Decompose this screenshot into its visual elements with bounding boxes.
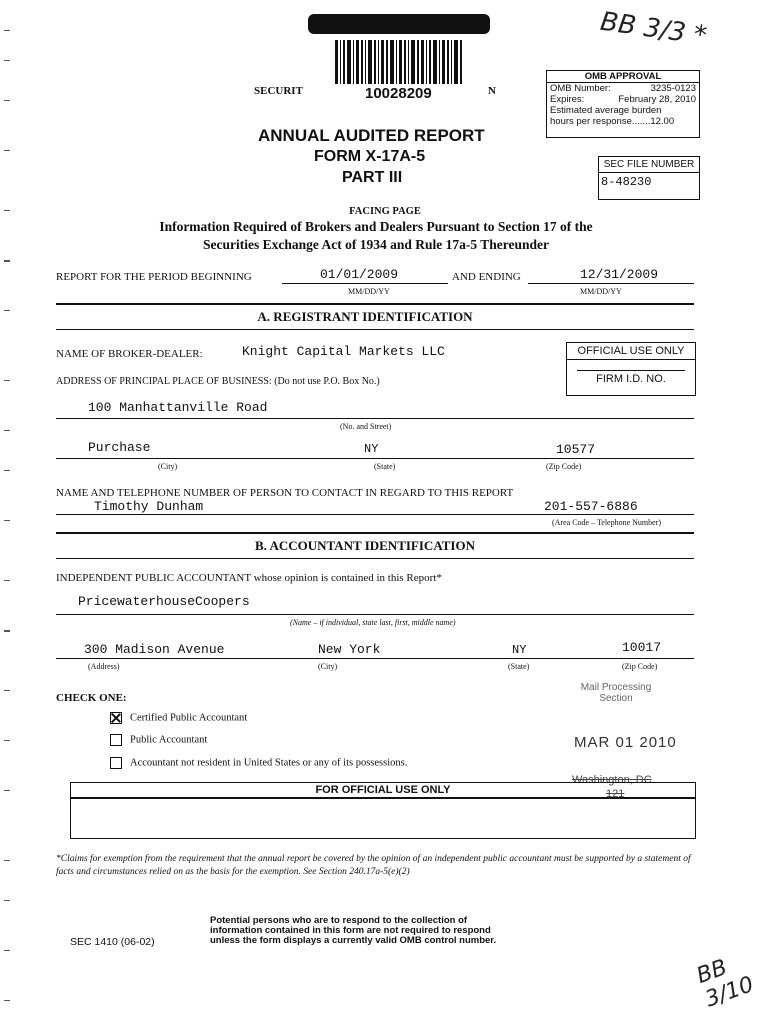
omb-number-label: OMB Number:: [550, 83, 611, 94]
period-end-value[interactable]: 12/31/2009: [580, 267, 659, 282]
contact-label: NAME AND TELEPHONE NUMBER OF PERSON TO CONTACT IN REGARD TO THIS REPORT: [56, 487, 514, 499]
checkbox-nonresident[interactable]: [110, 757, 122, 769]
checkbox-certified[interactable]: [110, 712, 122, 724]
accountant-name-caption: (Name – if individual, state last, first, middle name): [290, 618, 456, 627]
form-title: FORM X-17A-5: [314, 148, 426, 165]
accountant-zip-caption: (Zip Code): [622, 662, 658, 671]
check-one-label: CHECK ONE:: [56, 692, 127, 704]
accountant-address-line: [56, 658, 694, 659]
city-line: [56, 458, 694, 459]
official-use-only-label: FOR OFFICIAL USE ONLY: [71, 783, 695, 799]
report-title: ANNUAL AUDITED REPORT: [258, 126, 485, 145]
omb-burden-line2: hours per response.......12.00: [550, 116, 675, 127]
omb-expires-label: Expires:: [550, 94, 585, 105]
accountant-zip-value[interactable]: 10017: [622, 640, 662, 655]
omb-approval-box: [546, 70, 700, 138]
sec-file-number-value: 8-48230: [601, 175, 652, 189]
facing-page-label: FACING PAGE: [349, 206, 421, 217]
facing-line-1: Information Required of Brokers and Dealers Pursuant to Section 17 of the: [159, 219, 593, 234]
period-end-label: AND ENDING: [452, 271, 521, 283]
footer-notice: [210, 916, 496, 946]
stamp-line2: Section: [599, 693, 633, 704]
checkbox-row-certified[interactable]: [110, 712, 247, 724]
city-caption: (City): [158, 462, 178, 471]
received-stamp: [560, 682, 672, 704]
stamp-number: 121: [606, 788, 625, 800]
official-use-box: [566, 342, 696, 396]
accountant-state-caption: (State): [508, 662, 530, 671]
barcode-number: 10028209: [365, 85, 432, 102]
zip-caption: (Zip Code): [546, 462, 582, 471]
stamp-city: Washington, DC: [572, 774, 652, 786]
handwritten-initials-bottom: BB 3/10: [693, 955, 758, 1013]
omb-burden-line1: Estimated average burden: [550, 105, 662, 116]
state-caption: (State): [374, 462, 396, 471]
period-end-line: [528, 283, 694, 284]
phone-caption: (Area Code – Telephone Number): [552, 518, 662, 527]
footer-notice-line2: information contained in this form are not required to respond: [210, 925, 491, 936]
city-value[interactable]: Purchase: [88, 440, 151, 455]
accountant-city-caption: (City): [318, 662, 338, 671]
redaction-bar: [308, 14, 490, 34]
omb-title: OMB APPROVAL: [547, 71, 699, 83]
street-line: [56, 418, 694, 419]
address-label: ADDRESS OF PRINCIPAL PLACE OF BUSINESS: (Do not use P.O. Box No.): [56, 376, 380, 387]
broker-name-label: NAME OF BROKER-DEALER:: [56, 348, 203, 360]
broker-name-value[interactable]: Knight Capital Markets LLC: [242, 344, 445, 359]
checkbox-public-label: Public Accountant: [130, 734, 208, 746]
sec-file-number-box: [598, 156, 700, 200]
period-begin-line: [282, 283, 448, 284]
barcode: [335, 40, 465, 84]
stamp-line1: Mail Processing: [580, 682, 652, 693]
zip-value[interactable]: 10577: [556, 442, 596, 457]
period-begin-value[interactable]: 01/01/2009: [320, 267, 399, 282]
street-caption: (No. and Street): [340, 422, 392, 431]
stamp-date: MAR 01 2010: [574, 734, 677, 751]
section-b-title: B. ACCOUNTANT IDENTIFICATION: [255, 538, 475, 553]
omb-number-value: 3235-0123: [650, 83, 696, 94]
omb-expires-value: February 28, 2010: [618, 94, 696, 105]
accountant-label: INDEPENDENT PUBLIC ACCOUNTANT whose opinion is contained in this Report*: [56, 572, 442, 584]
section-b-rule-top: [56, 532, 694, 534]
section-a-rule-bottom: [56, 329, 694, 330]
section-a-title: A. REGISTRANT IDENTIFICATION: [257, 309, 473, 324]
section-a-rule-top: [56, 303, 694, 305]
accountant-line: [56, 614, 694, 615]
part-title: PART III: [342, 169, 403, 186]
accountant-city-value[interactable]: New York: [318, 642, 381, 657]
handwritten-initials-top: BB 3/3 *: [598, 6, 709, 52]
official-use-only-box: [70, 782, 696, 839]
accountant-address-value[interactable]: 300 Madison Avenue: [84, 642, 225, 657]
contact-phone-value[interactable]: 201-557-6886: [544, 499, 638, 514]
checkbox-public[interactable]: [110, 734, 122, 746]
accountant-state-value[interactable]: NY: [512, 643, 527, 657]
official-use-label: OFFICIAL USE ONLY: [567, 343, 695, 360]
period-begin-label: REPORT FOR THE PERIOD BEGINNING: [56, 271, 252, 283]
accountant-address-caption: (Address): [88, 662, 120, 671]
contact-line: [56, 514, 694, 515]
security-label-tail: N: [488, 85, 496, 97]
section-b-rule-bottom: [56, 558, 694, 559]
footer-notice-line1: Potential persons who are to respond to the collection of: [210, 915, 468, 926]
period-begin-format: MM/DD/YY: [348, 287, 390, 296]
checkbox-certified-label: Certified Public Accountant: [130, 712, 248, 724]
state-value[interactable]: NY: [364, 442, 379, 456]
firm-id-label: FIRM I.D. NO.: [596, 373, 666, 385]
security-label: SECURIT: [254, 85, 303, 97]
form-id: SEC 1410 (06-02): [70, 936, 155, 948]
accountant-value[interactable]: PricewaterhouseCoopers: [78, 594, 250, 609]
checkbox-row-nonresident[interactable]: [110, 757, 407, 769]
facing-line-2: Securities Exchange Act of 1934 and Rule 17a-5 Thereunder: [203, 237, 549, 252]
street-value[interactable]: 100 Manhattanville Road: [88, 400, 268, 415]
footnote-text: *Claims for exemption from the requirement that the annual report be covered by the opinion of an independent public accountant must be supported by a statement of facts and circumstances relied on as the basis for the exemption. See Section 240.17a-5(e)(2): [56, 854, 691, 877]
period-end-format: MM/DD/YY: [580, 287, 622, 296]
sec-file-number-label: SEC FILE NUMBER: [599, 157, 699, 173]
checkbox-nonresident-label: Accountant not resident in United States or any of its possessions.: [130, 757, 408, 769]
contact-name-value[interactable]: Timothy Dunham: [94, 499, 204, 514]
checkbox-row-public[interactable]: [110, 734, 207, 746]
footer-notice-line3: unless the form displays a currently valid OMB control number.: [210, 935, 497, 946]
